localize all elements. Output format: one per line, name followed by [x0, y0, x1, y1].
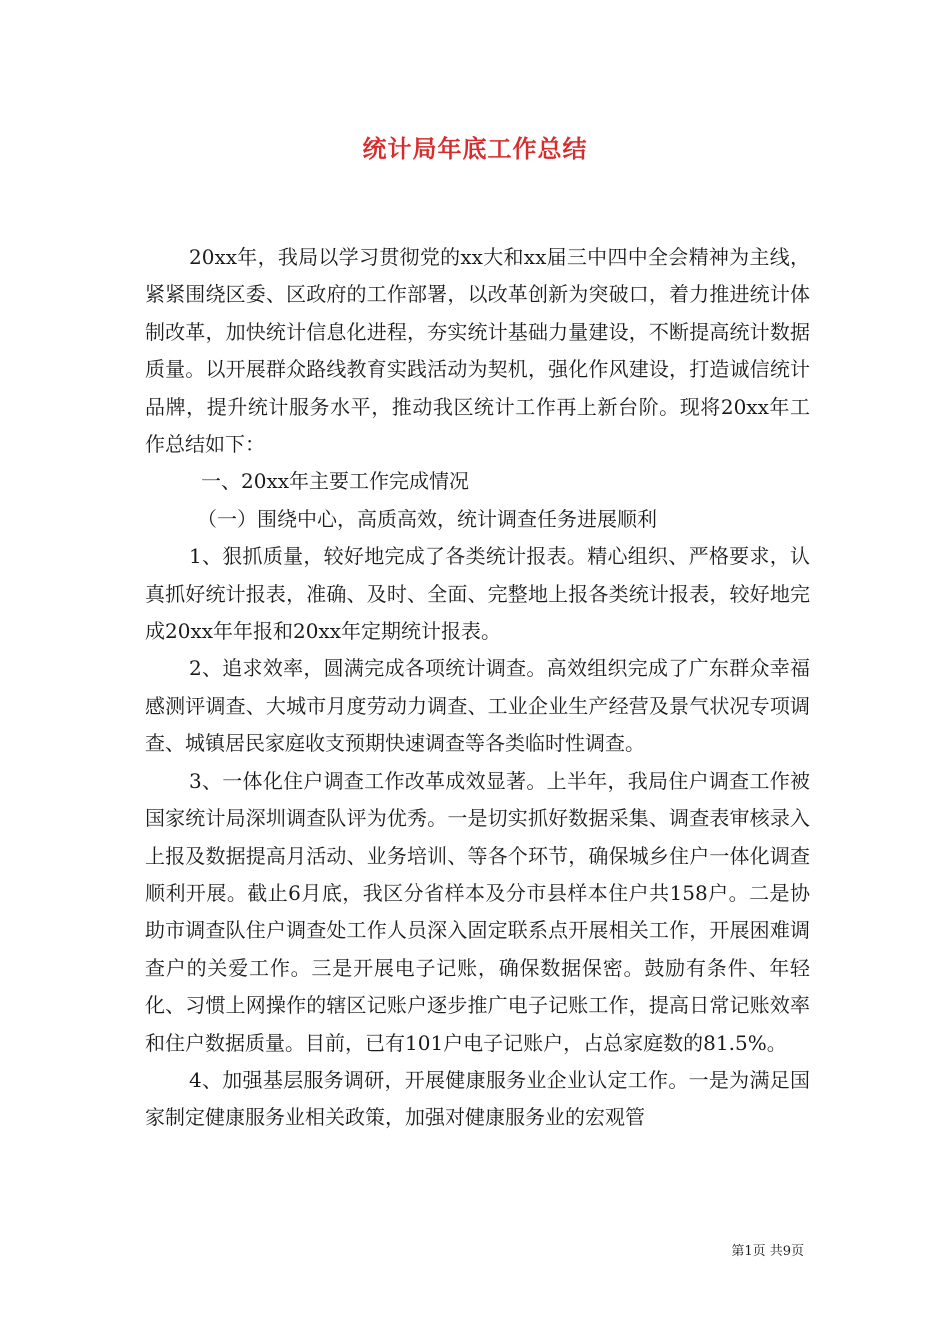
item-paragraph-1: 1、狠抓质量，较好地完成了各类统计报表。精心组织、严格要求，认真抓好统计报表，准确、及时、全面、完整地上报各类统计报表，较好地完成20xx年年报和20xx年定期统计报表。	[145, 544, 810, 644]
intro-paragraph: 20xx年，我局以学习贯彻党的xx大和xx届三中四中全会精神为主线，紧紧围绕区委、区政府的工作部署，以改革创新为突破口，着力推进统计体制改革，加快统计信息化进程，夯实统计基础力量建设，不断提高统计数据质量。以开展群众路线教育实践活动为契机，强化作风建设，打造诚信统计品牌，提升统计服务水平，推动我区统计工作再上新台阶。现将20xx年工作总结如下：	[145, 245, 810, 457]
item-paragraph-4: 4、加强基层服务调研，开展健康服务业企业认定工作。一是为满足国家制定健康服务业相关政策，加强对健康服务业的宏观管	[145, 1067, 810, 1130]
section-heading: 一、20xx年主要工作完成情况	[201, 469, 470, 494]
document-body	[145, 239, 810, 1137]
document-title: 统计局年底工作总结	[362, 135, 588, 163]
subsection-heading: （一）围绕中心，高质高效，统计调查任务进展顺利	[197, 506, 657, 531]
page-number: 第1页 共9页	[731, 1244, 804, 1259]
item-paragraph-3: 3、一体化住户调查工作改革成效显著。上半年，我局住户调查工作被国家统计局深圳调查队评为优秀。一是切实抓好数据采集、调查表审核录入上报及数据提高月活动、业务培训、等各个环节，确保城乡住户一体化调查顺利开展。截止6月底，我区分省样本及分市县样本住户共158户。二是协助市调查队住户调查处工作人员深入固定联系点开展相关工作，开展困难调查户的关爱工作。三是开展电子记账，确保数据保密。鼓励有条件、年轻化、习惯上网操作的辖区记账户逐步推广电子记账工作，提高日常记账效率和住户数据质量。目前，已有101户电子记账户，占总家庭数的81.5%。	[145, 768, 810, 1055]
item-paragraph-2: 2、追求效率，圆满完成各项统计调查。高效组织完成了广东群众幸福感测评调查、大城市月度劳动力调查、工业企业生产经营及景气状况专项调查、城镇居民家庭收支预期快速调查等各类临时性调查。	[145, 656, 810, 756]
